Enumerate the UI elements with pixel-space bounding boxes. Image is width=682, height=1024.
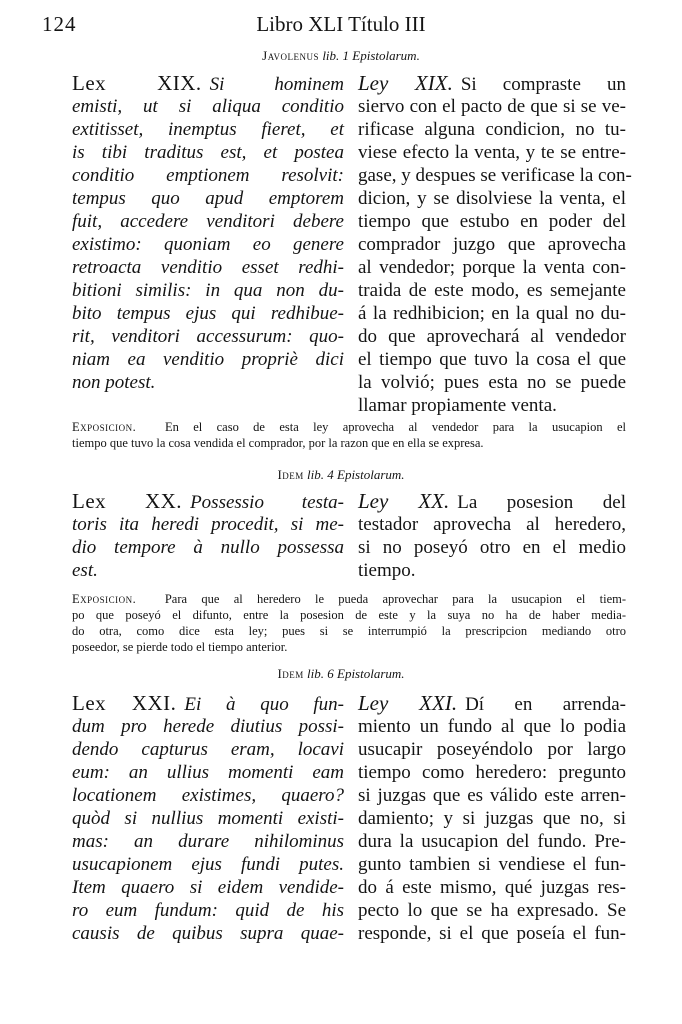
spanish-line: usucapir poseyéndolo por largo: [358, 739, 626, 760]
source-author: Idem: [277, 666, 304, 681]
spanish-law-label: Ley XIX.: [358, 71, 453, 95]
source-reference: lib. 6 Epistolarum.: [307, 666, 405, 681]
source-line-2: [0, 467, 682, 483]
spanish-line: viese efecto la venta, y te se entre-: [358, 142, 626, 163]
exposicion-line: En el caso de esta ley aprovecha al vendedor para la usucapion el: [165, 420, 626, 434]
latin-column-2: [72, 490, 344, 582]
latin-line: fuit, accedere venditori debere: [72, 211, 344, 232]
latin-line: causis de quibus supra quae-: [72, 923, 344, 944]
spanish-line: tiempo que estubo en poder del: [358, 211, 626, 232]
exposicion-label: Exposicion.: [72, 592, 137, 606]
spanish-column-3: [358, 692, 626, 945]
latin-column-3: [72, 692, 344, 945]
spanish-line: tiempo como heredero: pregunto: [358, 762, 626, 783]
source-author: Javolenus: [262, 48, 320, 63]
spanish-line: siervo con el pacto de que si se ve-: [358, 96, 626, 117]
latin-line: Possessio testa-: [190, 492, 344, 513]
latin-line: Ei à quo fun-: [184, 694, 344, 715]
exposicion-line: poseedor, se pierde todo el tiempo anterior.: [72, 640, 288, 654]
spanish-line: la volvió; pues esta no se puede: [358, 372, 626, 393]
latin-line: eum: an ullius momenti eam: [72, 762, 344, 783]
latin-line: dum pro herede diutius possi-: [72, 716, 344, 737]
latin-line: rit, venditori accessurum: quo-: [72, 326, 344, 347]
latin-line: emisti, ut si aliqua conditio: [72, 96, 344, 117]
exposicion-line: tiempo que tuvo la cosa vendida el comprador, por la razon que en ella se expresa.: [72, 436, 484, 450]
latin-line: Item quaero si eidem vendide-: [72, 877, 344, 898]
exposicion-line: po que poseyó el difunto, entre la posesion de este y la suya no ha de haber media-: [72, 608, 626, 622]
spanish-line: al vendedor; porque la venta con-: [358, 257, 626, 278]
exposicion-line: do otra, como dice esta ley; pues si se interrumpió la prescripcion mediando otro: [72, 624, 626, 638]
source-line-1: [0, 48, 682, 64]
latin-line: existimo: quoniam eo genere: [72, 234, 344, 255]
spanish-line: comprador juzgo que aprovecha: [358, 234, 626, 255]
spanish-line: miento un fundo al que lo podia: [358, 716, 626, 737]
spanish-line: responde, si el que poseía el fun-: [358, 923, 626, 944]
spanish-line: á la redhibicion; en la qual no du-: [358, 303, 626, 324]
spanish-line: tiempo.: [358, 560, 416, 581]
latin-line: retroacta venditio esset redhi-: [72, 257, 344, 278]
spanish-line: si no poseyó otro en el medio: [358, 537, 626, 558]
latin-line: est.: [72, 560, 98, 581]
spanish-line: damiento; y si juzgas que no, si: [358, 808, 626, 829]
latin-line: niam ea venditio propriè dici: [72, 349, 344, 370]
spanish-line: Si compraste un: [460, 74, 626, 95]
exposicion-line: Para que al heredero le pueda aprovechar para la usucapion el tiem-: [164, 592, 627, 606]
running-title: Libro XLI Título III: [256, 12, 426, 36]
latin-line: bitioni similis: in qua non du-: [72, 280, 344, 301]
spanish-line: do que aprovechará al vendedor: [358, 326, 626, 347]
exposicion-2: [72, 591, 626, 655]
latin-line: bito tempus ejus qui redhibue-: [72, 303, 344, 324]
spanish-column-2: [358, 490, 626, 582]
spanish-line: dura la usucapion del fundo. Pre-: [358, 831, 626, 852]
latin-line: toris ita heredi procedit, si me-: [72, 514, 344, 535]
page-number: 124: [42, 12, 77, 36]
spanish-line: testador aprovecha al heredero,: [358, 514, 626, 535]
latin-line: extitisset, inemptus fieret, et: [72, 119, 344, 140]
spanish-line: gunto tambien si vendiese el fun-: [358, 854, 626, 875]
spanish-line: el tiempo que tuvo la cosa el que: [358, 349, 626, 370]
latin-law-label: Lex XIX.: [72, 71, 202, 95]
source-reference: lib. 4 Epistolarum.: [307, 467, 405, 482]
spanish-line: traida de este modo, es semejante: [358, 280, 626, 301]
exposicion-label: Exposicion.: [72, 420, 137, 434]
source-line-3: [0, 666, 682, 682]
latin-line: ro eum fundum: quid de his: [72, 900, 344, 921]
source-reference: lib. 1 Epistolarum.: [322, 48, 420, 63]
spanish-line: si juzgas que es válido este arren-: [358, 785, 626, 806]
latin-line: mas: an durare nihilominus: [72, 831, 344, 852]
latin-line: locationem existimes, quaero?: [72, 785, 344, 806]
latin-law-label: Lex XX.: [72, 489, 183, 513]
latin-line: dendo capturus eram, locavi: [72, 739, 344, 760]
spanish-line: llamar propiamente venta.: [358, 395, 557, 416]
page-header: [0, 8, 682, 38]
latin-line: usucapionem ejus fundi putes.: [72, 854, 344, 875]
latin-column-1: [72, 72, 344, 394]
spanish-line: gase, y despues se verificase la con-: [358, 165, 632, 186]
latin-line: quòd si nullius momenti existi-: [72, 808, 344, 829]
latin-line: dio tempore à nullo possessa: [72, 537, 344, 558]
spanish-line: La posesion del: [457, 492, 626, 513]
spanish-line: pecto lo que se ha expresado. Se: [358, 900, 626, 921]
latin-line: is tibi traditus est, et postea: [72, 142, 344, 163]
spanish-line: do á este mismo, qué juzgas res-: [358, 877, 626, 898]
spanish-line: dicion, y se disolviese la venta, el: [358, 188, 626, 209]
latin-line: Si hominem: [209, 74, 344, 95]
latin-line: non potest.: [72, 372, 156, 393]
latin-line: conditio emptionem resolvit:: [72, 165, 344, 186]
exposicion-1: [72, 419, 626, 451]
latin-law-label: Lex XXI.: [72, 691, 177, 715]
spanish-law-label: Ley XX.: [358, 489, 450, 513]
spanish-law-label: Ley XXI.: [358, 691, 458, 715]
latin-line: tempus quo apud emptorem: [72, 188, 344, 209]
spanish-line: rificase alguna condicion, no tu-: [358, 119, 626, 140]
spanish-column-1: [358, 71, 632, 417]
source-author: Idem: [277, 467, 304, 482]
spanish-line: Dí en arrenda-: [465, 694, 626, 715]
